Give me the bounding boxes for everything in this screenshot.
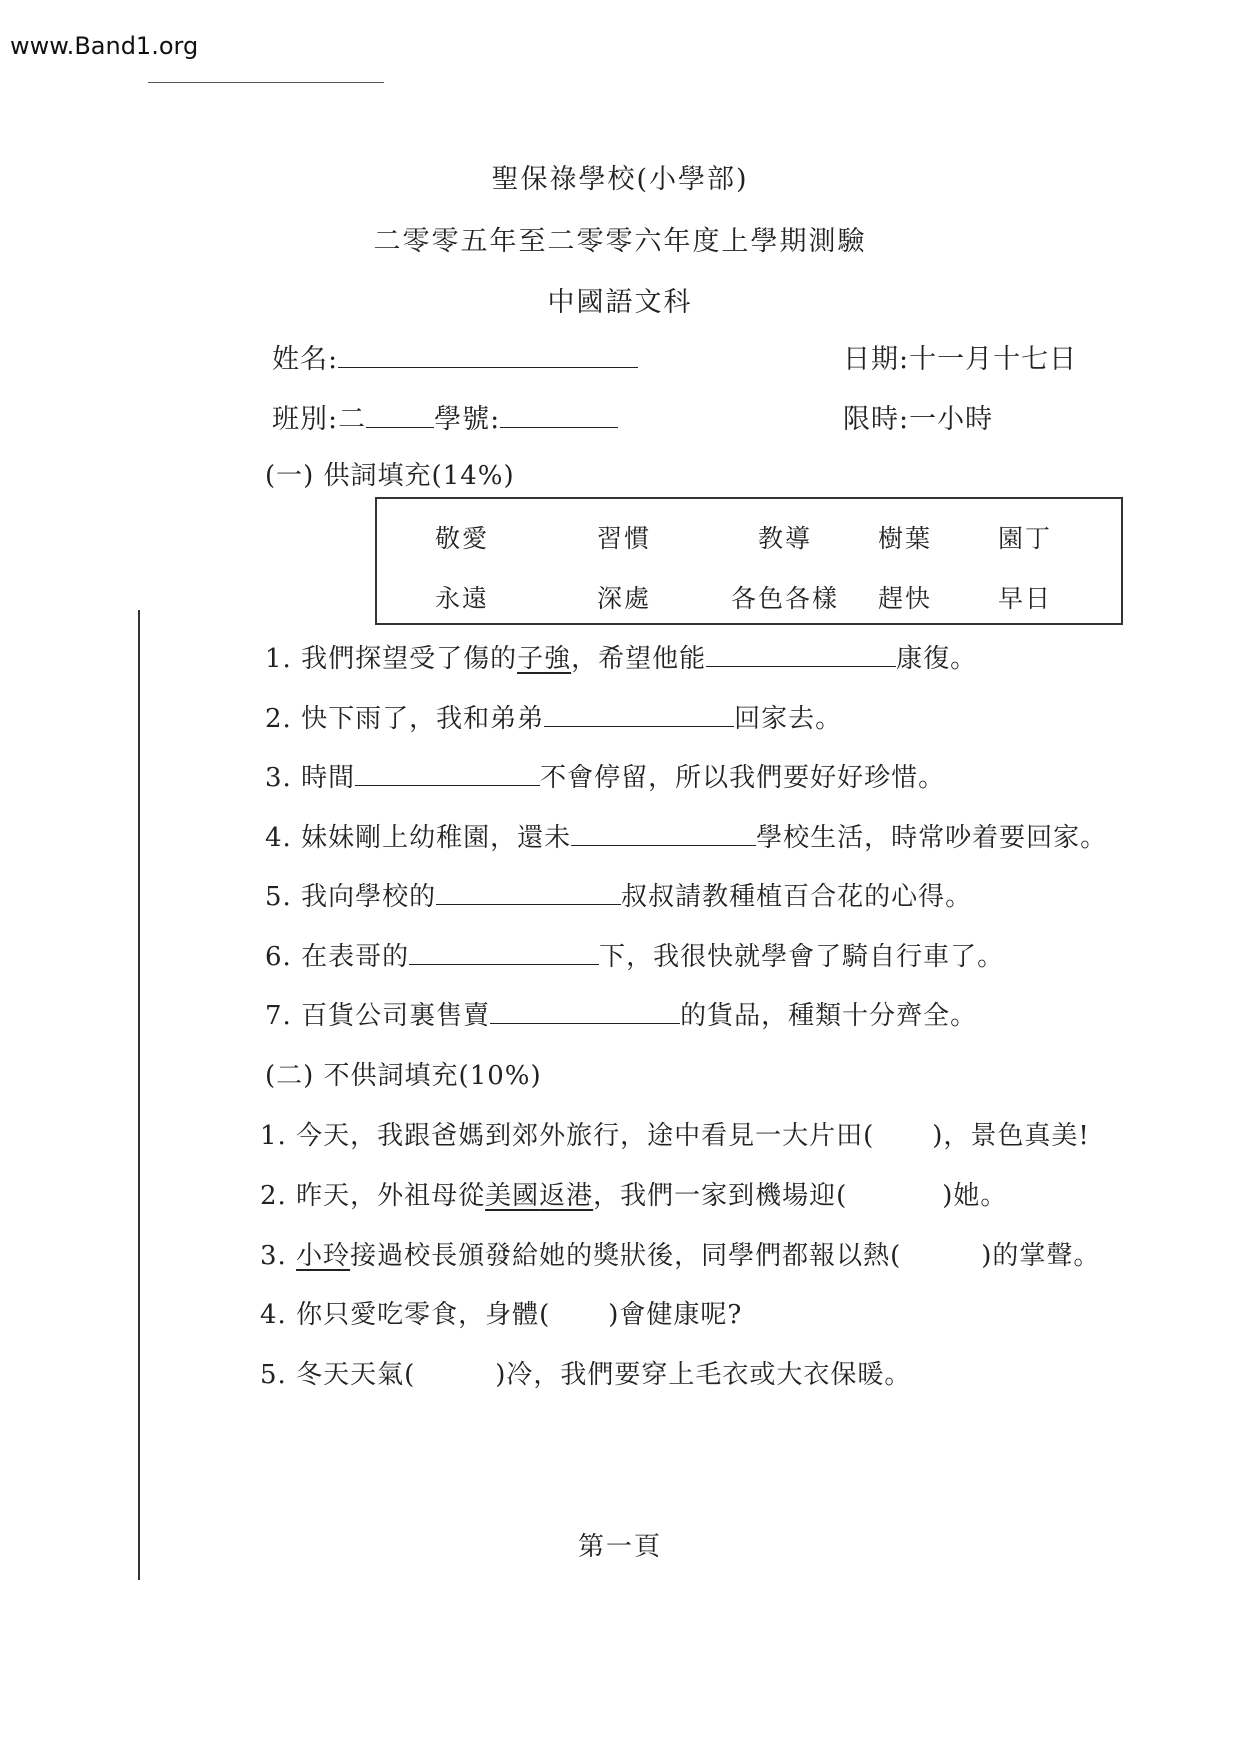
answer-blank[interactable] [355,759,540,786]
answer-blank[interactable] [490,997,680,1024]
question-text: 學校生活，時常吵着要回家。 [756,823,1108,853]
proper-name: 美國 [485,1181,540,1211]
word-bank-item: 各色各樣 [730,584,840,613]
page-number: 第一頁 [577,1532,662,1562]
question-1-5 [265,876,972,913]
question-number: 5. [265,882,292,912]
subject-title: 中國語文科 [547,287,693,318]
question-text: 的貨品，種類十分齊全。 [680,1001,978,1031]
question-number: 4. [260,1300,287,1330]
answer-blank[interactable] [706,640,896,667]
question-text: )的掌聲。 [981,1241,1101,1271]
question-text: 不會停留，所以我們要好好珍惜。 [540,763,946,793]
name-blank[interactable] [338,341,638,368]
question-text: )會健康呢? [608,1300,743,1330]
date-label: 日期: [843,344,910,375]
answer-blank[interactable] [409,938,599,965]
answer-blank[interactable] [436,878,621,905]
question-1-3 [265,757,945,794]
question-text: 時間 [301,763,356,793]
question-text: 我們探望受了傷的 [301,644,518,674]
question-text: 回家去。 [734,704,843,734]
top-divider [148,82,384,83]
question-text: ，希望他能 [571,644,707,674]
question-number: 4. [265,823,292,853]
word-bank-item: 深處 [596,584,652,613]
question-text: 今天，我跟爸媽到郊外旅行，途中看見一大片田( [296,1121,875,1151]
question-text: )，景色真美! [932,1121,1090,1151]
site-url: www.Band1.org [10,32,199,60]
question-number: 6. [265,942,292,972]
answer-blank[interactable] [544,700,734,727]
word-bank-item: 趕快 [877,584,933,613]
question-2-2 [260,1175,1007,1212]
question-text: )冷，我們要穿上毛衣或大衣保暖。 [495,1360,912,1390]
proper-name: 返港 [539,1181,594,1211]
word-bank-item: 敬愛 [434,524,490,553]
class-blank[interactable] [366,401,434,428]
date-field [843,337,1077,376]
question-number: 3. [265,763,292,793]
left-margin-rule [138,610,140,1580]
class-label: 班別: [272,404,339,435]
question-text: 快下雨了，我和弟弟 [301,704,545,734]
number-label: 學號: [434,404,501,435]
question-1-6 [265,936,1004,973]
question-number: 1. [260,1121,287,1151]
proper-name: 小玲 [296,1241,351,1271]
exam-title: 二零零五年至二零零六年度上學期測驗 [373,226,867,257]
question-1-7 [265,995,977,1032]
question-text: 我向學校的 [301,882,437,912]
word-bank-box [375,497,1123,625]
word-bank-item: 永遠 [434,584,490,613]
name-field [272,337,638,376]
word-bank-item: 習慣 [596,524,652,553]
time-label: 限時: [843,404,910,435]
question-text: 在表哥的 [301,942,410,972]
question-text: 妹妹剛上幼稚園，還未 [301,823,572,853]
question-text: ，我們一家到機場迎( [593,1181,848,1211]
question-text: 你只愛吃零食，身體( [296,1300,551,1330]
time-field [843,397,993,436]
section1-title: (一) 供詞填充(14%) [265,461,515,491]
answer-blank[interactable] [571,819,756,846]
word-bank-item: 教導 [757,524,813,553]
question-1-4 [265,817,1107,854]
time-value: 一小時 [909,404,994,435]
question-number: 3. [260,1241,287,1271]
number-blank[interactable] [500,401,618,428]
word-bank-item: 園丁 [997,524,1053,553]
class-field [272,397,618,436]
question-text: 冬天天氣( [296,1360,416,1390]
question-2-5 [260,1354,911,1391]
question-text: 叔叔請教種植百合花的心得。 [621,882,973,912]
question-text: 下，我很快就學會了騎自行車了。 [599,942,1005,972]
question-2-1 [260,1115,1090,1152]
question-1-1 [265,638,977,675]
question-number: 5. [260,1360,287,1390]
word-bank-item: 早日 [997,584,1053,613]
school-title: 聖保祿學校(小學部) [491,164,749,195]
question-text: 接過校長頒發給她的獎狀後，同學們都報以熱( [350,1241,902,1271]
word-bank-item: 樹葉 [877,524,933,553]
question-number: 7. [265,1001,292,1031]
question-number: 2. [260,1181,287,1211]
section2-title: (二) 不供詞填充(10%) [265,1061,542,1091]
question-text: )她。 [942,1181,1008,1211]
question-2-4 [260,1294,742,1331]
question-number: 1. [265,644,292,674]
question-1-2 [265,698,842,735]
question-text: 康復。 [896,644,978,674]
question-number: 2. [265,704,292,734]
class-value: 二 [338,404,367,435]
date-value: 十一月十七日 [909,344,1078,375]
name-label: 姓名: [272,344,339,375]
proper-name: 子強 [517,644,572,674]
question-text: 昨天，外祖母從 [296,1181,486,1211]
question-text: 百貨公司裏售賣 [301,1001,491,1031]
question-2-3 [260,1235,1100,1272]
